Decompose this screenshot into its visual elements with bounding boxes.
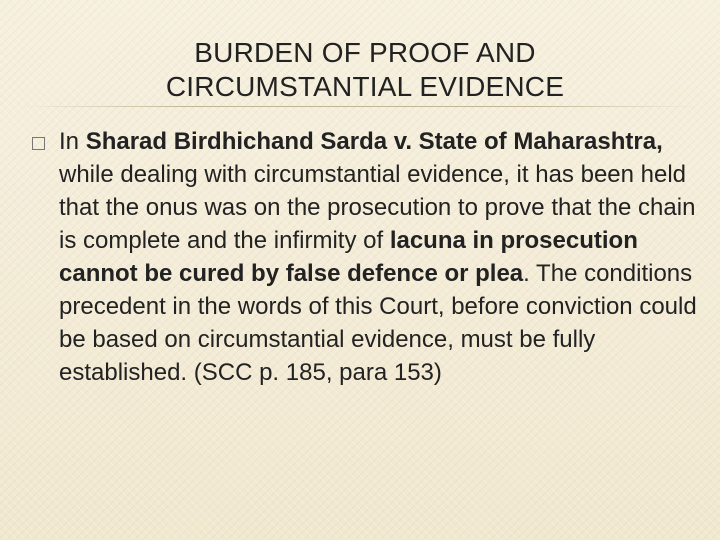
bullet-text-body: while dealing with circumstantial evidence, it has been held that the onus was on the prosecution to prove that the chain is complete and the infirmity of xyxy=(59,161,696,254)
case-name: Sharad Birdhichand Sarda v. State of Maharashtra, xyxy=(85,128,663,155)
slide-title xyxy=(100,36,630,104)
bullet-text-intro: In xyxy=(59,128,86,155)
emphasis-lacuna: lacuna in prosecution cannot be cured by false defence or plea xyxy=(59,227,638,287)
title-line-1: BURDEN OF PROOF AND xyxy=(194,37,536,68)
bullet-text-conclusion: . The conditions precedent in the words of this Court, before conviction could be based on circumstantial evidence, must be fully established. (SCC p. 185, para 153) xyxy=(59,260,697,386)
title-line-2: CIRCUMSTANTIAL EVIDENCE xyxy=(165,71,565,102)
title-divider xyxy=(20,106,700,107)
square-bullet-icon xyxy=(32,137,45,150)
bullet-text xyxy=(59,125,699,389)
